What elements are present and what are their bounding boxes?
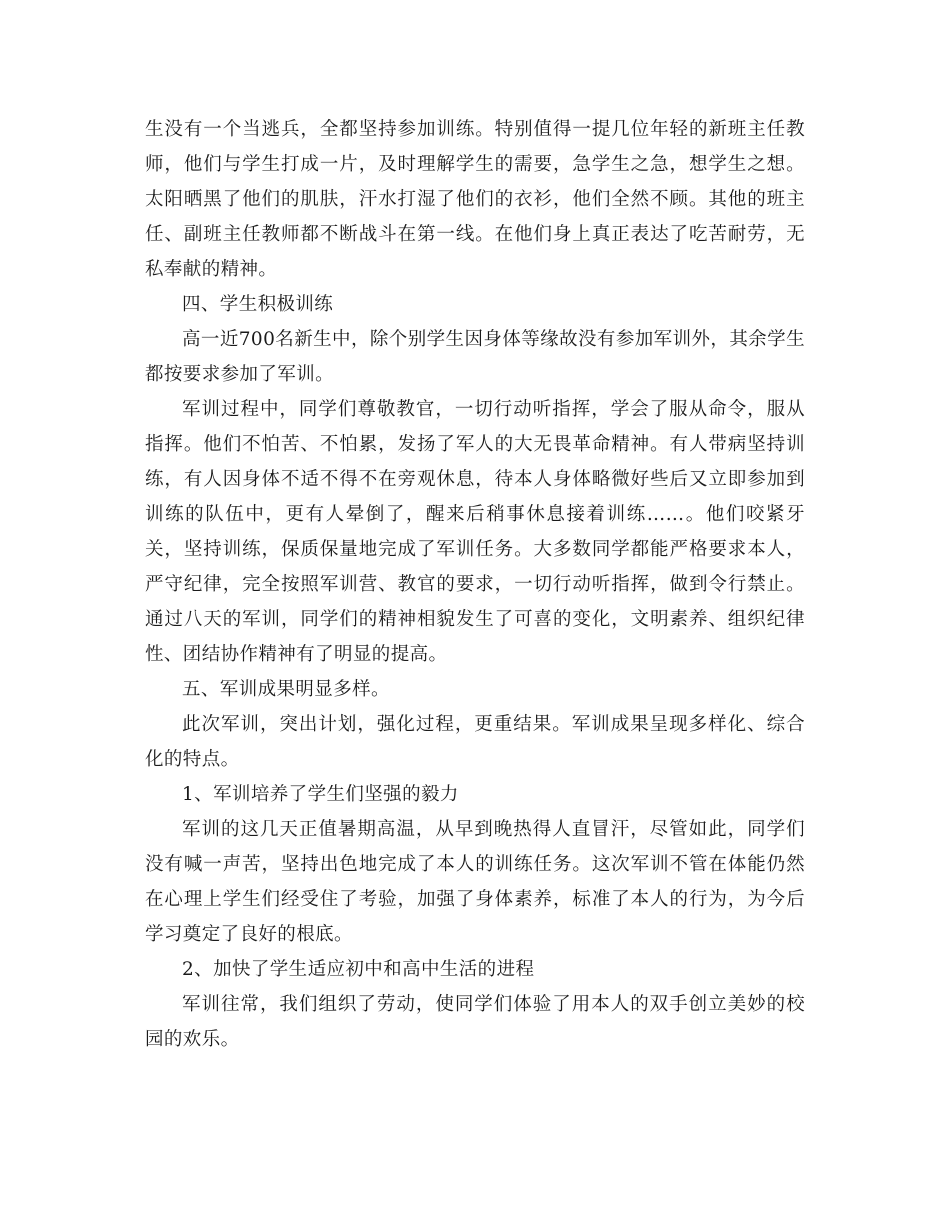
paragraph: 高一近700名新生中，除个别学生因身体等缘故没有参加军训外，其余学生都按要求参加了军训。	[145, 329, 805, 385]
paragraph: 军训过程中，同学们尊敬教官，一切行动听指挥，学会了服从命令，服从指挥。他们不怕苦、不怕累，发扬了军人的大无畏革命精神。有人带病坚持训练，有人因身体不适不得不在旁观休息，待本人身体略微好些后又立即参加到训练的队伍中，更有人晕倒了，醒来后稍事休息接着训练……。他们咬紧牙关，坚持训练，保质保量地完成了军训任务。大多数同学都能严格要求本人，严守纪律，完全按照军训营、教官的要求，一切行动听指挥，做到令行禁止。通过八天的军训，同学们的精神相貌发生了可喜的变化，文明素养、组织纪律性、团结协作精神有了明显的提高。	[145, 399, 805, 665]
subheading-2: 2、加快了学生适应初中和高中生活的进程	[182, 959, 535, 980]
section-heading-4: 四、学生积极训练	[182, 294, 334, 315]
paragraph: 军训的这几天正值暑期高温，从早到晚热得人直冒汗，尽管如此，同学们没有喊一声苦，坚持出色地完成了本人的训练任务。这次军训不管在体能仍然在心理上学生们经受住了考验，加强了身体素养，标准了本人的行为，为今后学习奠定了良好的根底。	[145, 819, 805, 945]
paragraph: 此次军训，突出计划，强化过程，更重结果。军训成果呈现多样化、综合化的特点。	[145, 714, 805, 770]
document-body	[145, 112, 805, 1057]
paragraph-continuation: 生没有一个当逃兵，全都坚持参加训练。特别值得一提几位年轻的新班主任教师，他们与学生打成一片，及时理解学生的需要，急学生之急，想学生之想。太阳晒黑了他们的肌肤，汗水打湿了他们的衣衫，他们全然不顾。其他的班主任、副班主任教师都不断战斗在第一线。在他们身上真正表达了吃苦耐劳，无私奉献的精神。	[145, 119, 805, 280]
section-heading-5: 五、军训成果明显多样。	[182, 679, 390, 700]
subheading-1: 1、军训培养了学生们坚强的毅力	[182, 784, 459, 805]
paragraph: 军训往常，我们组织了劳动，使同学们体验了用本人的双手创立美妙的校园的欢乐。	[145, 994, 805, 1050]
